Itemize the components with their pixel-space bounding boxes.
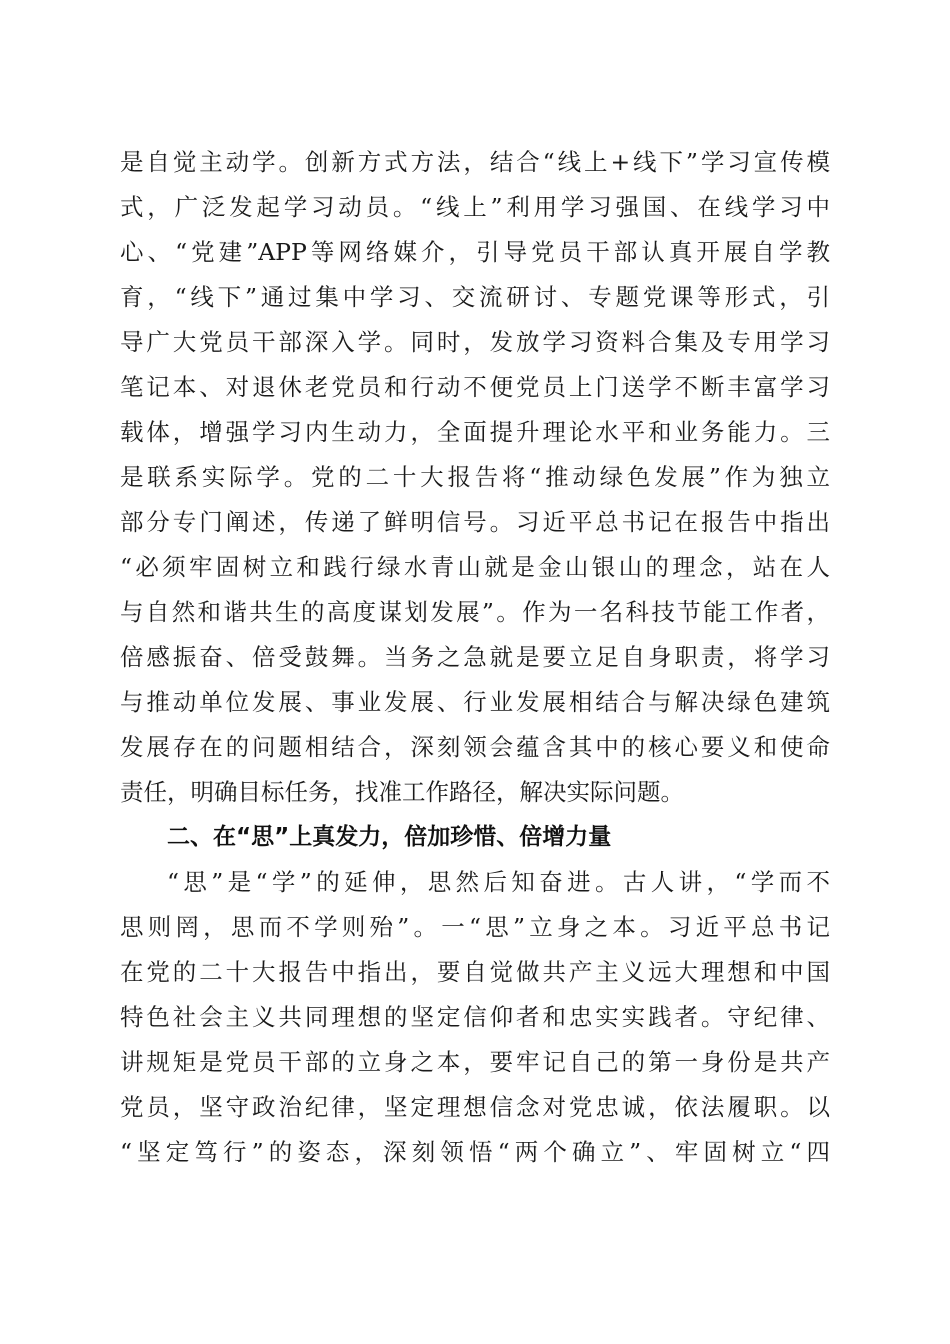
paragraph-line: 载体，增强学习内生动力，全面提升理论水平和业务能力。三 — [120, 418, 830, 446]
paragraph-line: 倍感振奋、倍受鼓舞。当务之急就是要立足自身职责，将学习 — [120, 643, 830, 671]
paragraph-line: “必须牢固树立和践行绿水青山就是金山银山的理念，站在人 — [120, 553, 830, 581]
paragraph-line: 育，“线下”通过集中学习、交流研讨、专题党课等形式，引 — [120, 283, 830, 311]
paragraph-line: 讲规矩是党员干部的立身之本，要牢记自己的第一身份是共产 — [120, 1048, 830, 1076]
paragraph-line: 特色社会主义共同理想的坚定信仰者和忠实实践者。守纪律、 — [120, 1003, 830, 1031]
paragraph-line: 是联系实际学。党的二十大报告将“推动绿色发展”作为独立 — [120, 463, 830, 491]
paragraph-line: 在党的二十大报告中指出，要自觉做共产主义远大理想和中国 — [120, 958, 830, 986]
section-heading: 二、在“思”上真发力，倍加珍惜、倍增力量 — [167, 824, 612, 850]
paragraph-line: 心、“党建”APP等网络媒介，引导党员干部认真开展自学教 — [120, 238, 830, 266]
paragraph-line: 发展存在的问题相结合，深刻领会蕴含其中的核心要义和使命 — [120, 733, 830, 761]
paragraph-line: 责任，明确目标任务，找准工作路径，解决实际问题。 — [120, 778, 684, 806]
paragraph-line: “思”是“学”的延伸，思然后知奋进。古人讲，“学而不 — [167, 868, 830, 896]
paragraph-line: 思则罔，思而不学则殆”。一“思”立身之本。习近平总书记 — [120, 913, 830, 941]
paragraph-line: 式，广泛发起学习动员。“线上”利用学习强国、在线学习中 — [120, 193, 830, 221]
paragraph-line: 与自然和谐共生的高度谋划发展”。作为一名科技节能工作者， — [120, 598, 830, 626]
paragraph-line: 导广大党员干部深入学。同时，发放学习资料合集及专用学习 — [120, 328, 830, 356]
paragraph-line: 笔记本、对退休老党员和行动不便党员上门送学不断丰富学习 — [120, 373, 830, 401]
paragraph-line: “坚定笃行”的姿态，深刻领悟“两个确立”、牢固树立“四 — [120, 1138, 830, 1166]
paragraph-line: 党员，坚守政治纪律，坚定理想信念对党忠诚，依法履职。以 — [120, 1093, 830, 1121]
paragraph-line: 是自觉主动学。创新方式方法，结合“线上+线下”学习宣传模 — [120, 148, 830, 176]
paragraph-line: 与推动单位发展、事业发展、行业发展相结合与解决绿色建筑 — [120, 688, 830, 716]
paragraph-line: 部分专门阐述，传递了鲜明信号。习近平总书记在报告中指出 — [120, 508, 830, 536]
